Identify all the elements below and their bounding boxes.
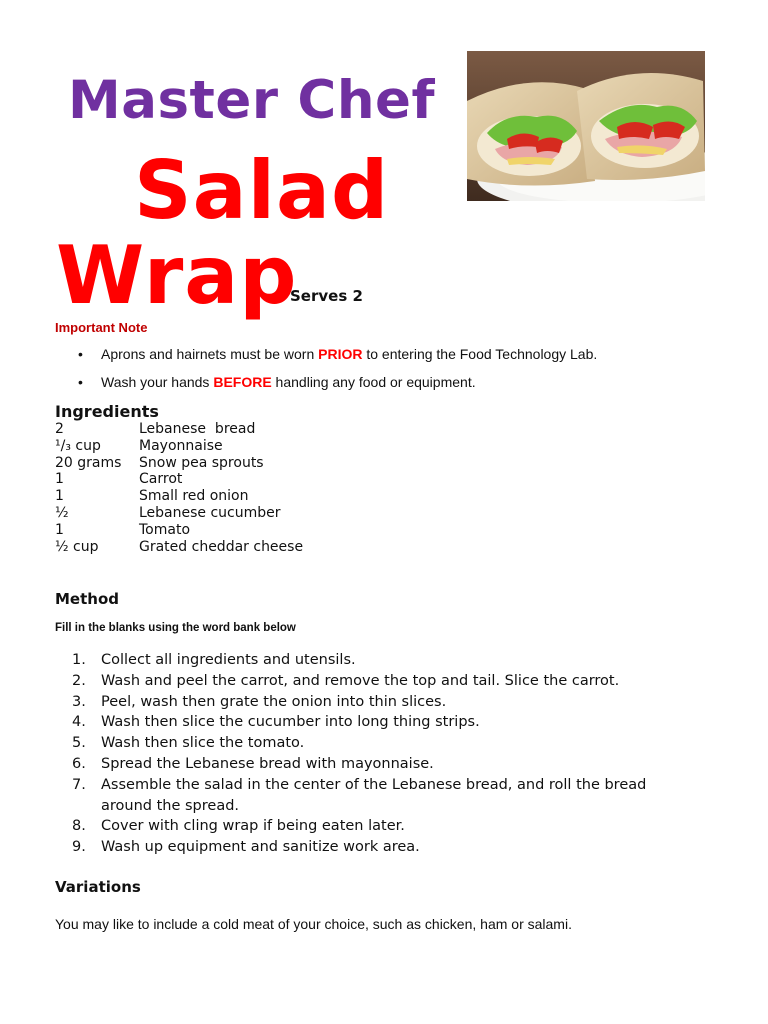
ingredient-qty: 2 — [55, 421, 64, 437]
step-number: 5. — [72, 735, 86, 752]
ingredient-qty: ½ cup — [55, 538, 99, 555]
method-step — [72, 754, 672, 775]
title-salad: Salad — [134, 144, 390, 237]
note-item — [78, 346, 597, 362]
ingredient-name: Mayonnaise — [139, 437, 223, 454]
variations-heading: Variations — [55, 878, 141, 896]
method-instruction: Fill in the blanks using the word bank below — [55, 622, 296, 634]
ingredient-qty: ¹/₃ cup — [55, 437, 101, 454]
ingredient-name: Snow pea sprouts — [139, 454, 264, 471]
method-step — [72, 692, 672, 713]
ingredient-name: Lebanese bread — [139, 421, 256, 437]
ingredient-name: Tomato — [139, 521, 191, 538]
ingredient-row — [55, 471, 303, 488]
ingredient-qty: 20 grams — [55, 454, 122, 471]
note-item — [78, 374, 476, 390]
note-emphasis: BEFORE — [213, 374, 272, 390]
step-text: Assemble the salad in the center of the Lebanese bread, and roll the bread around the spread. — [101, 776, 647, 814]
step-number: 9. — [72, 839, 86, 856]
step-text: Wash up equipment and sanitize work area. — [101, 839, 420, 856]
ingredient-qty: 1 — [55, 488, 64, 505]
method-step — [72, 816, 672, 837]
ingredients-list — [55, 421, 303, 555]
ingredient-row — [55, 522, 303, 539]
title-master-chef: Master Chef — [68, 70, 436, 131]
method-steps — [72, 650, 672, 858]
ingredient-row — [55, 438, 303, 455]
variations-text: You may like to include a cold meat of your choice, such as chicken, ham or salami. — [55, 916, 572, 932]
note-text: handling any food or equipment. — [271, 374, 476, 390]
ingredient-qty: 1 — [55, 471, 64, 488]
method-step — [72, 733, 672, 754]
note-text: to entering the Food Technology Lab. — [362, 346, 598, 362]
step-text: Wash and peel the carrot, and remove the top and tail. Slice the carrot. — [101, 672, 620, 689]
ingredient-row — [55, 421, 303, 438]
note-emphasis: PRIOR — [318, 346, 363, 362]
ingredient-qty: 1 — [55, 521, 64, 538]
step-text: Wash then slice the cucumber into long thing strips. — [101, 714, 480, 731]
ingredient-name: Carrot — [139, 471, 183, 488]
step-text: Cover with cling wrap if being eaten later. — [101, 818, 405, 835]
step-text: Wash then slice the tomato. — [101, 735, 305, 752]
ingredient-row — [55, 505, 303, 522]
ingredient-row — [55, 488, 303, 505]
note-text: Wash your hands — [101, 374, 214, 390]
method-step — [72, 671, 672, 692]
ingredient-row — [55, 455, 303, 472]
ingredient-name: Small red onion — [139, 488, 249, 505]
note-text: Aprons and hairnets must be worn — [101, 346, 319, 362]
step-number: 3. — [72, 693, 86, 710]
salad-wrap-photo — [467, 51, 705, 201]
ingredient-name: Grated cheddar cheese — [139, 538, 304, 555]
method-step — [72, 650, 672, 671]
ingredient-name: Lebanese cucumber — [139, 504, 281, 521]
step-number: 7. — [72, 776, 86, 793]
step-number: 1. — [72, 652, 86, 668]
ingredient-row — [55, 539, 303, 556]
ingredient-qty: ½ — [55, 504, 69, 521]
method-step — [72, 712, 672, 733]
step-text: Collect all ingredients and utensils. — [101, 652, 356, 668]
method-heading: Method — [55, 590, 119, 608]
title-wrap: Wrap — [56, 229, 298, 322]
bullet-icon: • — [78, 374, 83, 390]
bullet-icon: • — [78, 346, 83, 362]
step-number: 8. — [72, 818, 86, 835]
step-number: 6. — [72, 755, 86, 772]
step-text: Peel, wash then grate the onion into thin slices. — [101, 693, 447, 710]
step-number: 4. — [72, 714, 86, 731]
method-step — [72, 775, 672, 817]
method-step — [72, 837, 672, 858]
important-note-heading: Important Note — [55, 320, 148, 335]
step-number: 2. — [72, 672, 86, 689]
step-text: Spread the Lebanese bread with mayonnaise. — [101, 755, 434, 772]
ingredients-heading: Ingredients — [55, 402, 159, 421]
serves-label: Serves 2 — [290, 287, 363, 305]
